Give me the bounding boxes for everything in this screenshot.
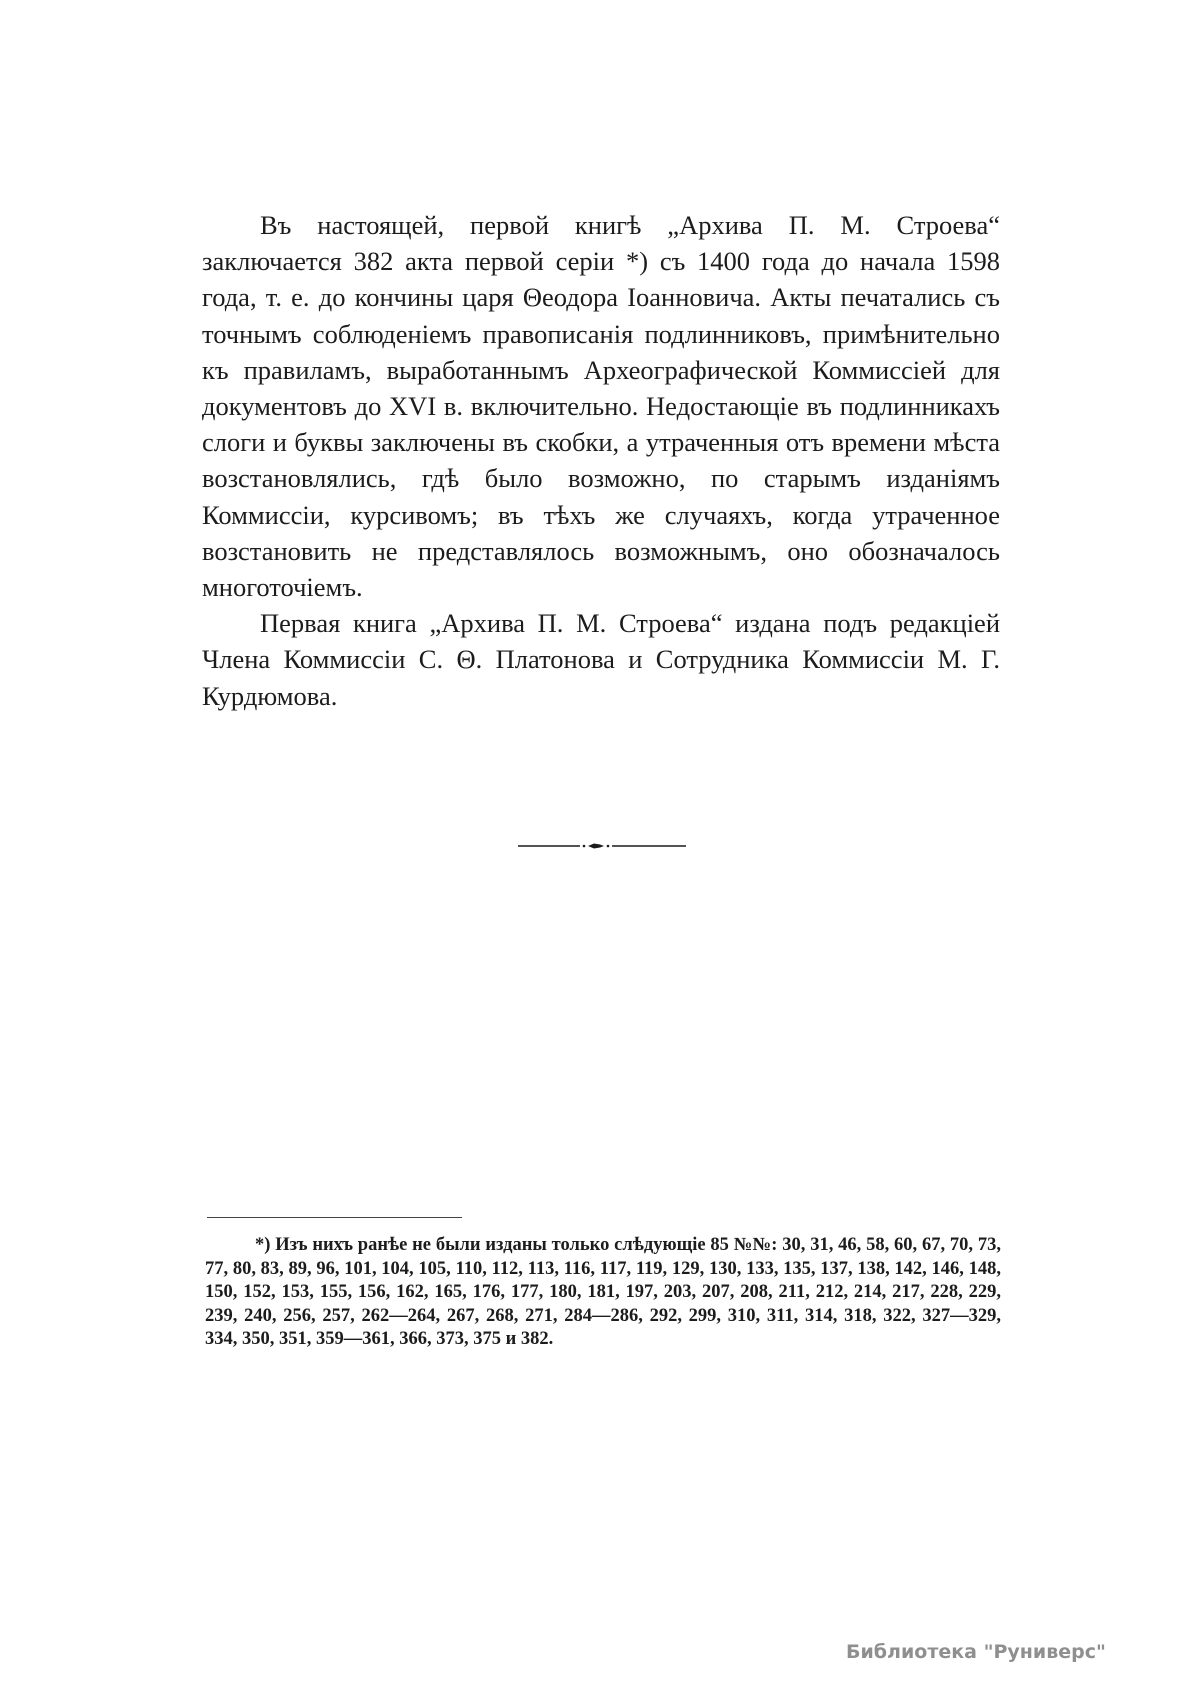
footnote: [205, 1234, 1001, 1352]
paragraph-editors: Первая книга „Архива П. М. Строева“ издана подъ редакціей Члена Коммиссіи С. Θ. Платонова и Сотрудника Коммиссіи М. Г. Курдюмова.: [202, 608, 1000, 711]
library-watermark: Библиотека "Руниверс": [846, 1641, 1106, 1663]
ornamental-divider: [518, 842, 686, 850]
main-text-block: [202, 207, 1000, 714]
paragraph-intro: Въ настоящей, первой книгѣ „Архива П. М. Строева“ заключается 382 акта первой серіи *) съ 1400 года до начала 1598 года, т. е. до кончины царя Θеодора Іоанновича. Акты печатались съ точнымъ соблюденіемъ правописанія подлинниковъ, примѣнительно къ правиламъ, выработаннымъ Археографической Коммиссіей для документовъ до XVI в. включительно. Недостающіе въ подлинникахъ слоги и буквы заключены въ скобки, а утраченныя отъ времени мѣста возстановлялись, гдѣ было возможно, по старымъ изданіямъ Коммиссіи, курсивомъ; въ тѣхъ же случаяхъ, когда утраченное возстановить не представлялось возможнымъ, оно обозначалось многоточіемъ.: [202, 210, 1000, 603]
footnote-rule: [207, 1217, 462, 1218]
footnote-text: *) Изъ нихъ ранѣе не были изданы только слѣдующіе 85 №№: 30, 31, 46, 58, 60, 67, 70, 73, 77, 80, 83, 89, 96, 101, 104, 105, 110, 112, 113, 116, 117, 119, 129, 130, 133, 135, 137, 138, 142, 146, 148, 150, 152, 153, 155, 156, 162, 165, 176, 177, 180, 181, 197, 203, 207, 208, 211, 212, 214, 217, 228, 229, 239, 240, 256, 257, 262—264, 267, 268, 271, 284—286, 292, 299, 310, 311, 314, 318, 322, 327—329, 334, 350, 351, 359—361, 366, 373, 375 и 382.: [205, 1235, 1001, 1349]
